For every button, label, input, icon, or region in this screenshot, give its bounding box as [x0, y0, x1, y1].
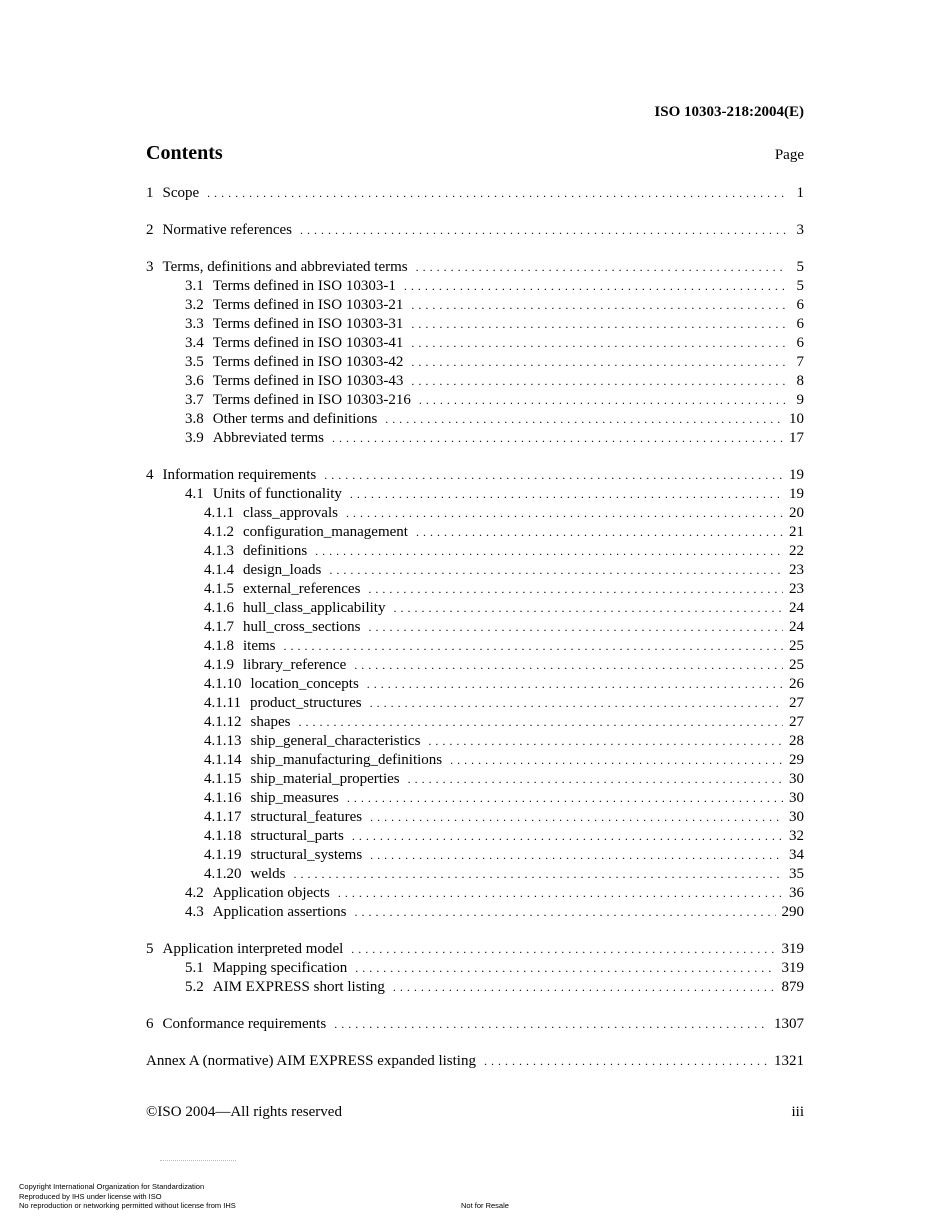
- toc-entry-number: 3: [146, 259, 154, 275]
- toc-entry[interactable]: [146, 884, 804, 903]
- toc-entry[interactable]: [146, 429, 804, 448]
- toc-entry-title: product_structures: [249, 695, 362, 711]
- document-id: ISO 10303-218:2004(E): [654, 104, 804, 120]
- toc-entry-title: hull_class_applicability: [243, 600, 386, 616]
- toc-entry-number: 4.1.4: [204, 562, 234, 578]
- toc-entry-number: 5.1: [185, 960, 204, 976]
- toc-entry[interactable]: [146, 466, 804, 485]
- toc-header: [146, 142, 804, 165]
- toc-entry-number: 2: [146, 222, 154, 238]
- toc-entry[interactable]: [146, 353, 804, 372]
- toc-entry-title: Terms defined in ISO 10303-1: [212, 278, 396, 294]
- toc-entry[interactable]: [146, 542, 804, 561]
- toc-entry[interactable]: [146, 959, 804, 978]
- toc-entry-title: items: [243, 638, 276, 654]
- toc-entry-page: 27: [789, 714, 804, 730]
- toc-entry-page: 21: [789, 524, 804, 540]
- license-line: Copyright International Organization for Standardization: [19, 1182, 205, 1191]
- toc-entry-page: 6: [796, 297, 804, 313]
- toc-entry-page: 6: [796, 316, 804, 332]
- toc-entry-page: 23: [789, 581, 804, 597]
- toc-entry-number: 3.8: [185, 411, 204, 427]
- toc-dot-leader: [367, 675, 783, 694]
- toc-entry-page: 17: [789, 430, 804, 446]
- toc-entry-number: 3.9: [185, 430, 204, 446]
- toc-entry-page: 35: [789, 866, 804, 882]
- toc-entry-title: Terms, definitions and abbreviated terms: [162, 259, 408, 275]
- toc-entry-number: 3.5: [185, 354, 204, 370]
- toc-entry[interactable]: [146, 637, 804, 656]
- toc-entry-title: external_references: [243, 581, 361, 597]
- toc-dot-leader: [411, 334, 786, 353]
- toc-entry-page: 30: [789, 771, 804, 787]
- toc-entry-number: 4.1.16: [204, 790, 242, 806]
- toc-entry-page: 290: [781, 904, 804, 920]
- toc-dot-leader: [369, 618, 784, 637]
- toc-entry-title: ship_manufacturing_definitions: [250, 752, 443, 768]
- toc-entry-page: 24: [789, 619, 804, 635]
- toc-entry-page: 36: [789, 885, 804, 901]
- toc-entry-number: 4.1: [185, 486, 204, 502]
- toc-dot-leader: [332, 429, 783, 448]
- toc-entry-page: 7: [796, 354, 804, 370]
- toc-dot-leader: [419, 391, 786, 410]
- toc-entry-number: 4.1.10: [204, 676, 242, 692]
- toc-entry-page: 25: [789, 657, 804, 673]
- toc-title: Contents: [146, 142, 223, 164]
- toc-entry[interactable]: [146, 675, 804, 694]
- toc-entry[interactable]: [146, 865, 804, 884]
- toc-entry-number: 4.1.3: [204, 543, 234, 559]
- toc-entry-number: 4.1.9: [204, 657, 234, 673]
- scan-mark: [160, 1160, 236, 1162]
- toc-entry-title: shapes: [250, 714, 291, 730]
- toc-entry-page: 22: [789, 543, 804, 559]
- toc-dot-leader: [354, 656, 783, 675]
- toc-entry[interactable]: [146, 770, 804, 789]
- toc-entry-page: 319: [781, 960, 804, 976]
- table-of-contents: [146, 184, 804, 1071]
- toc-entry-title: Units of functionality: [212, 486, 342, 502]
- toc-entry[interactable]: [146, 903, 804, 922]
- toc-page-column-label: Page: [774, 147, 804, 163]
- toc-entry-page: 1307: [774, 1016, 804, 1032]
- toc-entry-number: 1: [146, 185, 154, 201]
- toc-entry-title: Application interpreted model: [162, 941, 344, 957]
- toc-entry[interactable]: [146, 184, 804, 203]
- toc-dot-leader: [408, 770, 783, 789]
- toc-entry-title: structural_systems: [250, 847, 363, 863]
- toc-entry-title: Abbreviated terms: [212, 430, 324, 446]
- toc-entry-number: 4.1.20: [204, 866, 242, 882]
- toc-dot-leader: [324, 466, 783, 485]
- toc-entry[interactable]: [146, 580, 804, 599]
- toc-entry-page: 20: [789, 505, 804, 521]
- toc-dot-leader: [350, 485, 783, 504]
- toc-entry-title: library_reference: [243, 657, 347, 673]
- toc-entry-page: 23: [789, 562, 804, 578]
- toc-entry-title: Terms defined in ISO 10303-31: [212, 316, 404, 332]
- toc-dot-leader: [334, 1015, 768, 1034]
- toc-entry-title: design_loads: [243, 562, 322, 578]
- toc-entry-title: class_approvals: [243, 505, 338, 521]
- toc-entry-number: 4.1.1: [204, 505, 234, 521]
- toc-entry-number: 3.4: [185, 335, 204, 351]
- toc-entry-number: 3.6: [185, 373, 204, 389]
- toc-entry-page: 27: [789, 695, 804, 711]
- toc-entry[interactable]: [146, 751, 804, 770]
- toc-entry-title: hull_cross_sections: [243, 619, 361, 635]
- toc-entry-title: Annex A (normative) AIM EXPRESS expanded listing: [146, 1053, 476, 1069]
- toc-entry[interactable]: [146, 940, 804, 959]
- toc-dot-leader: [450, 751, 783, 770]
- toc-entry[interactable]: [146, 846, 804, 865]
- license-notice: [19, 1182, 236, 1211]
- toc-entry-number: 3.3: [185, 316, 204, 332]
- toc-entry[interactable]: [146, 1015, 804, 1034]
- toc-dot-leader: [370, 808, 783, 827]
- toc-dot-leader: [416, 258, 786, 277]
- toc-entry-title: Terms defined in ISO 10303-21: [212, 297, 404, 313]
- toc-dot-leader: [368, 580, 783, 599]
- toc-entry-title: Scope: [162, 185, 200, 201]
- toc-dot-leader: [284, 637, 784, 656]
- toc-entry-title: Terms defined in ISO 10303-216: [212, 392, 411, 408]
- toc-dot-leader: [404, 277, 786, 296]
- toc-entry-page: 1321: [774, 1053, 804, 1069]
- toc-dot-leader: [416, 523, 783, 542]
- toc-entry-page: 5: [796, 259, 804, 275]
- toc-entry-page: 319: [781, 941, 804, 957]
- toc-entry[interactable]: [146, 732, 804, 751]
- toc-entry[interactable]: [146, 504, 804, 523]
- toc-entry[interactable]: [146, 978, 804, 997]
- toc-entry-number: 4.1.5: [204, 581, 234, 597]
- toc-entry[interactable]: [146, 656, 804, 675]
- toc-entry-title: Normative references: [162, 222, 293, 238]
- toc-entry-title: structural_parts: [250, 828, 344, 844]
- toc-entry[interactable]: [146, 277, 804, 296]
- toc-entry-number: 3.7: [185, 392, 204, 408]
- toc-entry-number: 3.2: [185, 297, 204, 313]
- toc-dot-leader: [411, 296, 786, 315]
- toc-entry-number: 4.1.13: [204, 733, 242, 749]
- toc-dot-leader: [315, 542, 783, 561]
- toc-entry-page: 28: [789, 733, 804, 749]
- toc-dot-leader: [347, 789, 783, 808]
- toc-entry-number: 6: [146, 1016, 154, 1032]
- toc-entry[interactable]: [146, 808, 804, 827]
- toc-entry-number: 4.2: [185, 885, 204, 901]
- toc-entry-page: 30: [789, 790, 804, 806]
- toc-entry-page: 5: [796, 278, 804, 294]
- toc-entry-page: 879: [781, 979, 804, 995]
- toc-entry[interactable]: [146, 694, 804, 713]
- page-footer: [146, 1104, 804, 1121]
- toc-entry-title: Application assertions: [212, 904, 347, 920]
- license-line: Reproduced by IHS under license with ISO: [19, 1191, 162, 1201]
- toc-entry-number: 3.1: [185, 278, 204, 294]
- toc-entry-number: 4.1.14: [204, 752, 242, 768]
- toc-entry[interactable]: [146, 789, 804, 808]
- toc-entry-number: 4.1.18: [204, 828, 242, 844]
- toc-dot-leader: [411, 353, 786, 372]
- toc-dot-leader: [411, 372, 786, 391]
- toc-entry-title: Mapping specification: [212, 960, 348, 976]
- toc-dot-leader: [329, 561, 783, 580]
- toc-entry[interactable]: [146, 334, 804, 353]
- toc-entry-title: configuration_management: [243, 524, 408, 540]
- toc-entry-title: Conformance requirements: [162, 1016, 327, 1032]
- toc-dot-leader: [351, 940, 775, 959]
- toc-entry-title: Other terms and definitions: [212, 411, 378, 427]
- toc-entry-page: 19: [789, 467, 804, 483]
- toc-entry-title: AIM EXPRESS short listing: [212, 979, 385, 995]
- toc-entry[interactable]: [146, 410, 804, 429]
- toc-entry-number: 4: [146, 467, 154, 483]
- copyright-notice: ©ISO 2004—All rights reserved: [146, 1104, 342, 1120]
- toc-entry-page: 8: [796, 373, 804, 389]
- toc-dot-leader: [346, 504, 783, 523]
- toc-entry-page: 26: [789, 676, 804, 692]
- toc-entry-title: Terms defined in ISO 10303-42: [212, 354, 404, 370]
- toc-entry-page: 19: [789, 486, 804, 502]
- toc-dot-leader: [370, 694, 783, 713]
- toc-dot-leader: [393, 599, 783, 618]
- toc-entry[interactable]: [146, 372, 804, 391]
- toc-dot-leader: [428, 732, 783, 751]
- toc-entry[interactable]: [146, 221, 804, 240]
- toc-dot-leader: [355, 959, 775, 978]
- toc-entry-page: 1: [796, 185, 804, 201]
- toc-entry[interactable]: [146, 485, 804, 504]
- toc-entry-number: 4.1.15: [204, 771, 242, 787]
- toc-entry-number: 4.1.8: [204, 638, 234, 654]
- toc-dot-leader: [411, 315, 786, 334]
- toc-dot-leader: [370, 846, 783, 865]
- toc-dot-leader: [338, 884, 783, 903]
- toc-entry[interactable]: [146, 258, 804, 277]
- toc-dot-leader: [385, 410, 783, 429]
- toc-entry[interactable]: [146, 618, 804, 637]
- toc-entry-number: 4.1.12: [204, 714, 242, 730]
- toc-entry-title: Terms defined in ISO 10303-43: [212, 373, 404, 389]
- toc-entry[interactable]: [146, 391, 804, 410]
- toc-dot-leader: [393, 978, 776, 997]
- toc-entry[interactable]: [146, 315, 804, 334]
- toc-entry-page: 29: [789, 752, 804, 768]
- toc-entry-page: 3: [796, 222, 804, 238]
- not-for-resale-label: Not for Resale: [461, 1201, 509, 1210]
- toc-dot-leader: [294, 865, 784, 884]
- toc-entry-number: 4.1.6: [204, 600, 234, 616]
- toc-entry-number: 5: [146, 941, 154, 957]
- toc-entry-title: Information requirements: [162, 467, 317, 483]
- toc-entry[interactable]: [146, 827, 804, 846]
- toc-entry-number: 5.2: [185, 979, 204, 995]
- toc-entry-title: welds: [250, 866, 286, 882]
- toc-entry-page: 25: [789, 638, 804, 654]
- toc-entry-title: structural_features: [250, 809, 363, 825]
- toc-dot-leader: [352, 827, 783, 846]
- toc-entry-page: 34: [789, 847, 804, 863]
- toc-entry-page: 9: [796, 392, 804, 408]
- toc-entry-title: Application objects: [212, 885, 330, 901]
- toc-dot-leader: [207, 184, 786, 203]
- toc-entry-title: location_concepts: [250, 676, 359, 692]
- toc-entry[interactable]: [146, 599, 804, 618]
- toc-entry-title: definitions: [243, 543, 308, 559]
- license-line: No reproduction or networking permitted without license from IHS: [19, 1201, 236, 1210]
- toc-entry-title: Terms defined in ISO 10303-41: [212, 335, 404, 351]
- toc-entry[interactable]: [146, 296, 804, 315]
- toc-entry-page: 32: [789, 828, 804, 844]
- toc-entry-number: 4.1.11: [204, 695, 241, 711]
- toc-entry-page: 24: [789, 600, 804, 616]
- toc-entry-page: 10: [789, 411, 804, 427]
- toc-entry-number: 4.1.19: [204, 847, 242, 863]
- toc-dot-leader: [354, 903, 775, 922]
- toc-entry-page: 30: [789, 809, 804, 825]
- toc-entry-title: ship_general_characteristics: [250, 733, 421, 749]
- toc-entry-number: 4.1.17: [204, 809, 242, 825]
- toc-entry-title: ship_measures: [250, 790, 339, 806]
- toc-dot-leader: [300, 221, 786, 240]
- page-number: iii: [791, 1104, 804, 1120]
- toc-entry-number: 4.1.2: [204, 524, 234, 540]
- toc-dot-leader: [299, 713, 784, 732]
- toc-entry-title: ship_material_properties: [250, 771, 400, 787]
- toc-entry-number: 4.1.7: [204, 619, 234, 635]
- toc-entry[interactable]: [146, 1052, 804, 1071]
- toc-entry[interactable]: [146, 523, 804, 542]
- toc-entry-page: 6: [796, 335, 804, 351]
- toc-dot-leader: [484, 1052, 768, 1071]
- toc-entry[interactable]: [146, 561, 804, 580]
- toc-entry-number: 4.3: [185, 904, 204, 920]
- toc-entry[interactable]: [146, 713, 804, 732]
